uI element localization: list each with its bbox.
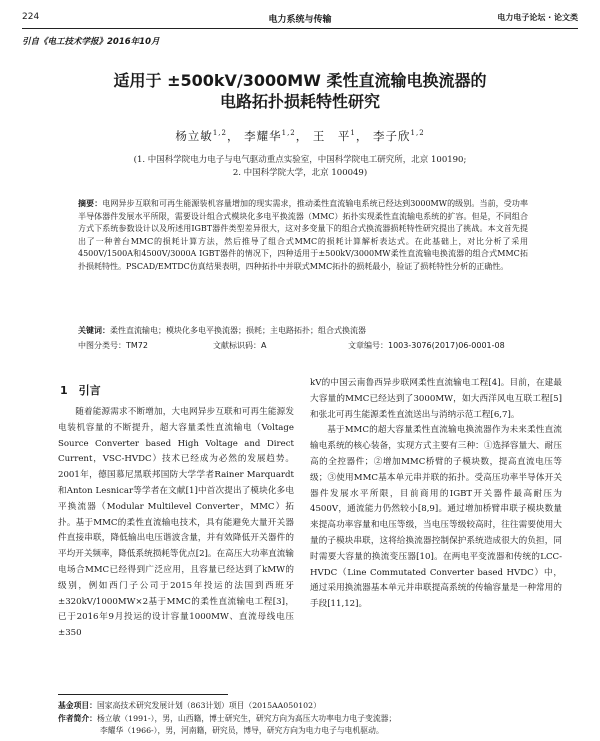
title-line-2: 电路拓扑损耗特性研究 [219,92,380,111]
body-paragraph: 基于MMC的超大容量柔性直流输电换流器作为未来柔性直流输电系统的核心装备，实现方式主要有三种：①选择容量大、耐压高的全控器件；②增加MMC桥臂的子模块数，提高直流电压等级；③使用MMC基本单元串并联的拓扑。受高压功率半导体开关器件发展水平所限，目前商用的IGBT开关器件最高耐压为4500V，通流能力仍然较小[8,9]。通过增加桥臂串联子模块数量来提高功率容量和电压等级，当电压等级较高时，往往需要使用大量的子模块串联，这将给换流器控制保护系统造成很大的负担，同时需要大容量的换流变压器[10]。在两电平变流器和传统的LCC-HVDC（Line Commutated Converter based HVDC）中，通过采用换流器基本单元并串联提高系统的传输容量是一种常用的手段[11,12]。 [310,425,562,610]
author-affiliation-mark: 1 [350,129,356,138]
section-heading: 1 引言 [60,384,101,397]
author-name: 李子欣 [373,129,411,143]
title-line-1: 适用于 ±500kV/3000MW 柔性直流输电换流器的 [113,71,487,90]
clc-number: 中图分类号：TM72 [78,341,148,350]
author-affiliation-mark: 1,2 [281,129,296,138]
paper-title [40,70,560,112]
running-header [22,12,578,26]
affiliation-line: (1. 中国科学院电力电子与电气驱动重点实验室，中国科学院电工研究所，北京 100190; [133,155,467,165]
fund-note [58,700,560,713]
abstract-text: 电网异步互联和可再生能源装机容量增加的现实需求，推动柔性直流输电系统已经达到3000MW的级别。当前，受功率半导体器件发展水平所限，需要设计组合式模块化多电平换流器（MMC）拓扑实现柔性直流输电系统的扩容。但是，不同组合方式下系统参数设计以及所述用IGBT器件类型差异很大，这对多变量下的组合式换流器损耗特性研究提出了挑战。本文首先提出了一种普台MMC的损耗计算方法，然后推导了组合式MMC的损耗计算解析表达式。在此基础上，对比分析了采用4500V/1500A和4500V/3000A IGBT器件的情况下，四种适用于±500kV/3000MW柔性直流输电换流器的组合式MMC拓扑损耗特性。PSCAD/EMTDC仿真结果表明，四种拓扑中并联式MMC拓扑的损耗最小，验证了损耗特性分析的正确性。 [78,199,528,271]
fund-label: 基金项目： [58,701,97,710]
keywords-text: 柔性直流输电；模块化多电平换流器；损耗；主电路拓扑；组合式换流器 [110,326,366,335]
footnotes [58,700,560,738]
author-affiliation-mark: 1,2 [410,129,425,138]
author-name: 李耀华 [244,129,282,143]
journal-name: 电力系统与传输 [268,15,332,25]
author-note [58,725,560,738]
body-paragraph: 随着能源需求不断增加，大电网异步互联和可再生能源发电装机容量的不断提升，超大容量柔性直流输电（Voltage Source Converter based High Voltage and Direct Current，VSC-HVDC）技术已经成为必然的发展趋势。2001年，德国慕尼黑联邦国防大学学者Rainer Marquardt和Anton Lesnicar等学者在文献[1]中首次提出了模块化多电平换流器（Modular Multilevel Converter，MMC）拓扑。基于MMC的柔性直流输电技术，具有能避免大量开关器件直接串联，降低输出电压谐波含量，并有效降低开关器件的平均开关频率，降低系统损耗等优点[2]。在高压大功率直流输电场合MMC已经得到广泛应用，且容量已经达到了kMW的级别，例如西门子公司于2015年投运的法国到西班牙±320kV/1000MW×2基于MMC的柔性直流输电工程[3]，已于2016年9月投运的设计容量1000MW、直流母线电压±350 [58,407,294,639]
author-bio-label: 作者简介： [58,713,97,723]
article-number: 文章编号：1003-3076(2017)06-0001-08 [348,341,505,350]
author-note [58,713,560,726]
abstract-label: 摘要： [78,199,103,208]
right-column [310,376,562,613]
footnote-rule [58,694,228,695]
column-name: 电力电子论坛 · 论文类 [497,13,578,22]
author-affiliation-mark: 1,2 [212,129,227,138]
affiliation-line: 2. 中国科学院大学，北京 100049) [232,168,368,178]
author-bio: 李耀华（1966-），男，河南籍，研究员，博导，研究方向为电力电子与电机驱动。 [100,726,384,735]
source-line: 引自《电工技术学报》2016年10月 [22,37,160,47]
page-number: 224 [22,12,40,22]
author-name: 王 平 [312,129,351,143]
body-paragraph: kV的中国云南鲁西异步联网柔性直流输电工程[4]。目前，在建最大容量的MMC已经达到了3000MW，如大西洋风电互联工程[5]和张北可再生能源柔性直流送出与消纳示范工程[6,7]。 [310,378,562,420]
keywords-label: 关键词： [78,326,110,335]
abstract [78,198,528,273]
header-rule [22,28,578,29]
keywords [78,325,528,336]
fund-text: 国家高技术研究发展计划（863计划）项目（2015AA050102） [96,701,321,710]
affiliations [40,154,560,180]
document-code: 文献标识码：A [213,341,267,350]
left-column [58,405,294,642]
author-name: 杨立敏 [175,129,213,143]
author-bio: 杨立敏（1991-），男，山西籍，博士研究生，研究方向为高压大功率电力电子变流器； [96,713,397,723]
author-list: 杨立敏$^{1,2}$， 李耀华$^{1,2}$， 王 平$^1$， 李子欣$^{1,2}$ [175,129,425,143]
